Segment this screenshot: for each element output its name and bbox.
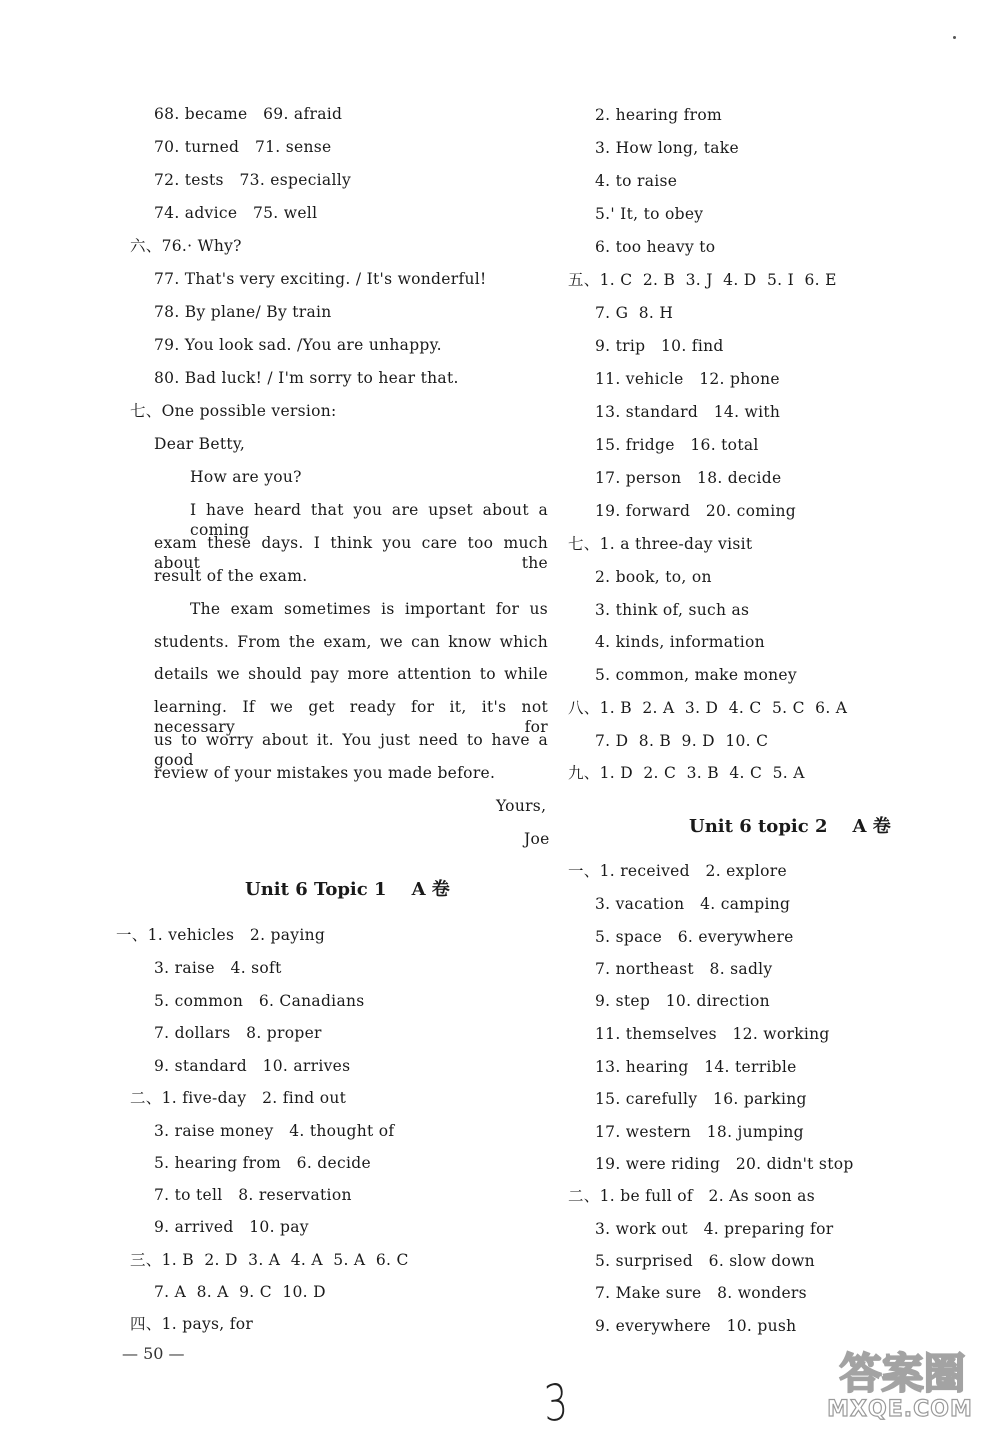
answer-line: 9. step 10. direction (595, 992, 770, 1010)
letter-signature: Joe (524, 830, 550, 848)
answer-line: 13. hearing 14. terrible (595, 1058, 797, 1076)
section-line: 七、1. a three-day visit (568, 535, 753, 553)
answer-line: 9. everywhere 10. push (595, 1317, 797, 1335)
answer-line: 17. person 18. decide (595, 469, 782, 487)
letter-line: review of your mistakes you made before. (154, 764, 496, 782)
answer-line: 9. trip 10. find (595, 337, 724, 355)
section-line: 二、1. five-day 2. find out (130, 1089, 347, 1107)
section-line: 一、1. vehicles 2. paying (116, 926, 326, 944)
answer-line: 7. D 8. B 9. D 10. C (595, 732, 769, 750)
answer-line: 7. dollars 8. proper (154, 1024, 322, 1042)
answer-line: 13. standard 14. with (595, 403, 781, 421)
answer-line: 15. fridge 16. total (595, 436, 759, 454)
answer-line: 68. became 69. afraid (154, 105, 343, 123)
answer-line: 5.' It, to obey (595, 205, 704, 223)
answer-line: 80. Bad luck! / I'm sorry to hear that. (154, 369, 459, 387)
letter-line: learning. If we get ready for it, it's not necessary for (154, 698, 548, 736)
section-line: 七、One possible version: (130, 402, 337, 420)
letter-line: us to worry about it. You just need to have a good (154, 731, 548, 769)
answer-line: 3. work out 4. preparing for (595, 1220, 834, 1238)
answer-line: 5. common 6. Canadians (154, 992, 365, 1010)
answer-line: 72. tests 73. especially (154, 171, 352, 189)
answer-line: 5. surprised 6. slow down (595, 1252, 815, 1270)
answer-line: 7. A 8. A 9. C 10. D (154, 1283, 326, 1301)
letter-line: students. From the exam, we can know which (154, 633, 548, 651)
answer-line: 70. turned 71. sense (154, 138, 332, 156)
answer-line: 2. book, to, on (595, 568, 712, 586)
answer-line: 79. You look sad. /You are unhappy. (154, 336, 442, 354)
handwritten-mark: 3 (542, 1372, 570, 1434)
answer-line: 15. carefully 16. parking (595, 1090, 807, 1108)
letter-line: The exam sometimes is important for us (190, 600, 548, 618)
answer-line: 7. northeast 8. sadly (595, 960, 773, 978)
answer-line: 11. vehicle 12. phone (595, 370, 780, 388)
answer-line: 5. common, make money (595, 666, 797, 684)
watermark-logo-text: 答案圈 (839, 1349, 966, 1398)
answer-line: 77. That's very exciting. / It's wonderful! (154, 270, 487, 288)
answer-line: 3. How long, take (595, 139, 739, 157)
answer-line: 7. G 8. H (595, 304, 674, 322)
letter-line: I have heard that you are upset about a coming (190, 501, 548, 539)
answer-line: 74. advice 75. well (154, 204, 318, 222)
watermark-logo (815, 1345, 990, 1397)
answer-line: 5. space 6. everywhere (595, 928, 794, 946)
answer-line: 7. Make sure 8. wonders (595, 1284, 807, 1302)
answer-line: 19. forward 20. coming (595, 502, 797, 520)
watermark (805, 1345, 995, 1430)
answer-line: 9. standard 10. arrives (154, 1057, 351, 1075)
answer-line: 5. hearing from 6. decide (154, 1154, 371, 1172)
speck (953, 36, 956, 39)
answer-line: 17. western 18. jumping (595, 1123, 804, 1141)
section-line: 二、1. be full of 2. As soon as (568, 1187, 815, 1205)
section-heading: Unit 6 Topic 1 A 卷 (245, 879, 450, 900)
section-line: 三、1. B 2. D 3. A 4. A 5. A 6. C (130, 1251, 409, 1269)
answer-line: 4. to raise (595, 172, 678, 190)
section-line: 九、1. D 2. C 3. B 4. C 5. A (568, 764, 805, 782)
letter-greeting: Dear Betty, (154, 435, 246, 453)
section-line: 八、1. B 2. A 3. D 4. C 5. C 6. A (568, 699, 848, 717)
section-line: 六、76.· Why? (130, 237, 242, 255)
answer-line: 7. to tell 8. reservation (154, 1186, 352, 1204)
answer-line: 19. were riding 20. didn't stop (595, 1155, 854, 1173)
answer-line: 3. raise 4. soft (154, 959, 282, 977)
answer-line: 6. too heavy to (595, 238, 716, 256)
letter-line: How are you? (190, 468, 302, 486)
answer-line: 11. themselves 12. working (595, 1025, 830, 1043)
answer-line: 4. kinds, information (595, 633, 765, 651)
answer-line: 3. vacation 4. camping (595, 895, 791, 913)
answer-line: 78. By plane/ By train (154, 303, 332, 321)
letter-line: result of the exam. (154, 567, 308, 585)
page-number: — 50 — (122, 1344, 185, 1363)
letter-line: details we should pay more attention to while (154, 665, 548, 683)
answer-line: 2. hearing from (595, 106, 722, 124)
section-line: 四、1. pays, for (130, 1315, 254, 1333)
section-line: 一、1. received 2. explore (568, 862, 787, 880)
answer-line: 3. think of, such as (595, 601, 750, 619)
watermark-url: MXQE.COM (827, 1397, 973, 1422)
answer-line: 9. arrived 10. pay (154, 1218, 309, 1236)
section-line: 五、1. C 2. B 3. J 4. D 5. I 6. E (568, 271, 837, 289)
answer-line: 3. raise money 4. thought of (154, 1122, 395, 1140)
letter-closing: Yours, (496, 797, 547, 815)
letter-line: exam these days. I think you care too much about the (154, 534, 548, 572)
section-heading: Unit 6 topic 2 A 卷 (689, 816, 891, 837)
